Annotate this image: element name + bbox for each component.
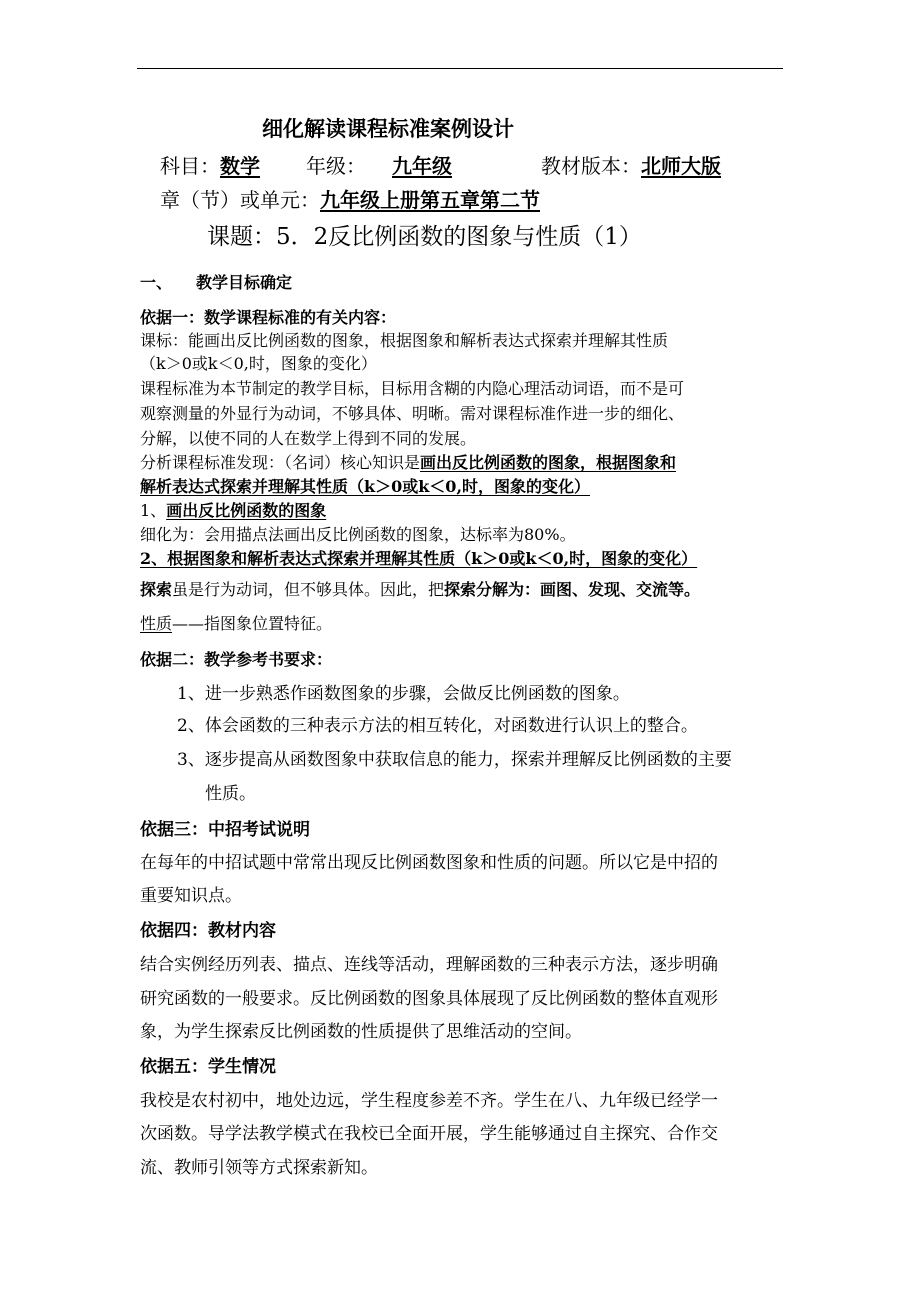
meta-row-1 <box>160 156 721 176</box>
basis-5-line-1: 我校是农村初中，地处边远，学生程度参差不齐。学生在八、九年级已经学一 <box>140 1091 718 1111</box>
basis-4-line-3: 象，为学生探索反比例函数的性质提供了思维活动的空间。 <box>140 1022 582 1042</box>
basis-3-line-1: 在每年的中招试题中常常出现反比例函数图象和性质的问题。所以它是中招的 <box>140 853 718 873</box>
goal-item-1-detail: 细化为：会用描点法画出反比例函数的图象，达标率为80%。 <box>140 525 576 544</box>
basis-2-item-2: 2、体会函数的三种表示方法的相互转化，对函数进行认识上的整合。 <box>177 716 698 736</box>
analysis-intro: 分析课程标准发现：（名词）核心知识是 <box>140 453 421 472</box>
basis-1-line-2: （k＞0或k＜0,时，图象的变化） <box>140 354 377 373</box>
edition-value: 北师大版 <box>641 154 721 178</box>
edition-label: 教材版本： <box>541 154 641 178</box>
subject-label: 科目： <box>160 154 220 178</box>
basis-5-heading: 依据五：学生情况 <box>140 1057 276 1077</box>
basis-3-heading: 依据三：中招考试说明 <box>140 820 310 840</box>
grade-label: 年级： <box>306 154 366 178</box>
meta-row-2 <box>160 190 540 210</box>
explore-breakdown: 探索分解为：画图、发现、交流等。 <box>444 580 701 599</box>
property-line <box>140 616 332 632</box>
basis-1-line-4: 观察测量的外显行为动词，不够具体、明晰。需对课程标准作进一步的细化、 <box>140 404 685 423</box>
basis-4-line-1: 结合实例经历列表、描点、连线等活动，理解函数的三种表示方法，逐步明确 <box>140 955 718 975</box>
explore-keyword: 探索 <box>140 580 173 599</box>
unit-label: 章（节）或单元： <box>160 188 320 212</box>
basis-5-line-2: 次函数。导学法教学模式在我校已全面开展，学生能够通过自主探究、合作交 <box>140 1124 718 1144</box>
basis-4-heading: 依据四：教材内容 <box>140 921 276 941</box>
basis-1-line-7: 解析表达式探索并理解其性质（k＞0或k＜0,时，图象的变化） <box>140 477 591 496</box>
section-1-heading <box>140 275 292 291</box>
basis-1-line-6 <box>140 455 676 471</box>
basis-4-line-2: 研究函数的一般要求。反比例函数的图象具体展现了反比例函数的整体直观形 <box>140 989 718 1009</box>
explore-line <box>140 582 700 598</box>
goal-item-1-number: 1、 <box>140 501 167 520</box>
basis-5-line-3: 流、教师引领等方式探索新知。 <box>140 1158 378 1178</box>
basis-1-line-5: 分解，以使不同的人在数学上得到不同的发展。 <box>140 429 477 448</box>
goal-item-1-text: 画出反比例函数的图象 <box>166 501 327 520</box>
property-text: ——指图象位置特征。 <box>172 614 333 633</box>
basis-2-item-3-continued: 性质。 <box>205 784 256 804</box>
basis-1-line-1: 课标：能画出反比例函数的图象，根据图象和解析表达式探索并理解其性质 <box>140 331 669 350</box>
property-keyword: 性质 <box>140 614 173 633</box>
section-1-title: 教学目标确定 <box>196 273 293 292</box>
goal-item-1 <box>140 503 326 519</box>
basis-2-item-1: 1、进一步熟悉作函数图象的步骤，会做反比例函数的图象。 <box>177 684 630 704</box>
explore-text: 虽是行为动词，但不够具体。因此，把 <box>172 580 445 599</box>
unit-value: 九年级上册第五章第二节 <box>320 188 540 212</box>
subject-value: 数学 <box>220 154 260 178</box>
header-rule <box>137 68 783 69</box>
basis-1-line-3: 课程标准为本节制定的教学目标，目标用含糊的内隐心理活动词语，而不是可 <box>140 379 685 398</box>
basis-3-line-2: 重要知识点。 <box>140 886 242 906</box>
document-title: 细化解读课程标准案例设计 <box>262 116 514 141</box>
basis-1-heading: 依据一：数学课程标准的有关内容： <box>140 308 397 327</box>
basis-2-heading: 依据二：教学参考书要求： <box>140 650 333 669</box>
lesson-title: 课题：5．2反比例函数的图象与性质（1） <box>207 224 642 250</box>
goal-item-2: 2、根据图象和解析表达式探索并理解其性质（k＞0或k＜0,时，图象的变化） <box>140 549 698 568</box>
core-knowledge-emphasis: 画出反比例函数的图象，根据图象和 <box>420 453 677 472</box>
section-1-number: 一、 <box>140 273 173 292</box>
grade-value: 九年级 <box>392 154 452 178</box>
basis-2-item-3: 3、逐步提高从函数图象中获取信息的能力，探索并理解反比例函数的主要 <box>177 750 732 770</box>
